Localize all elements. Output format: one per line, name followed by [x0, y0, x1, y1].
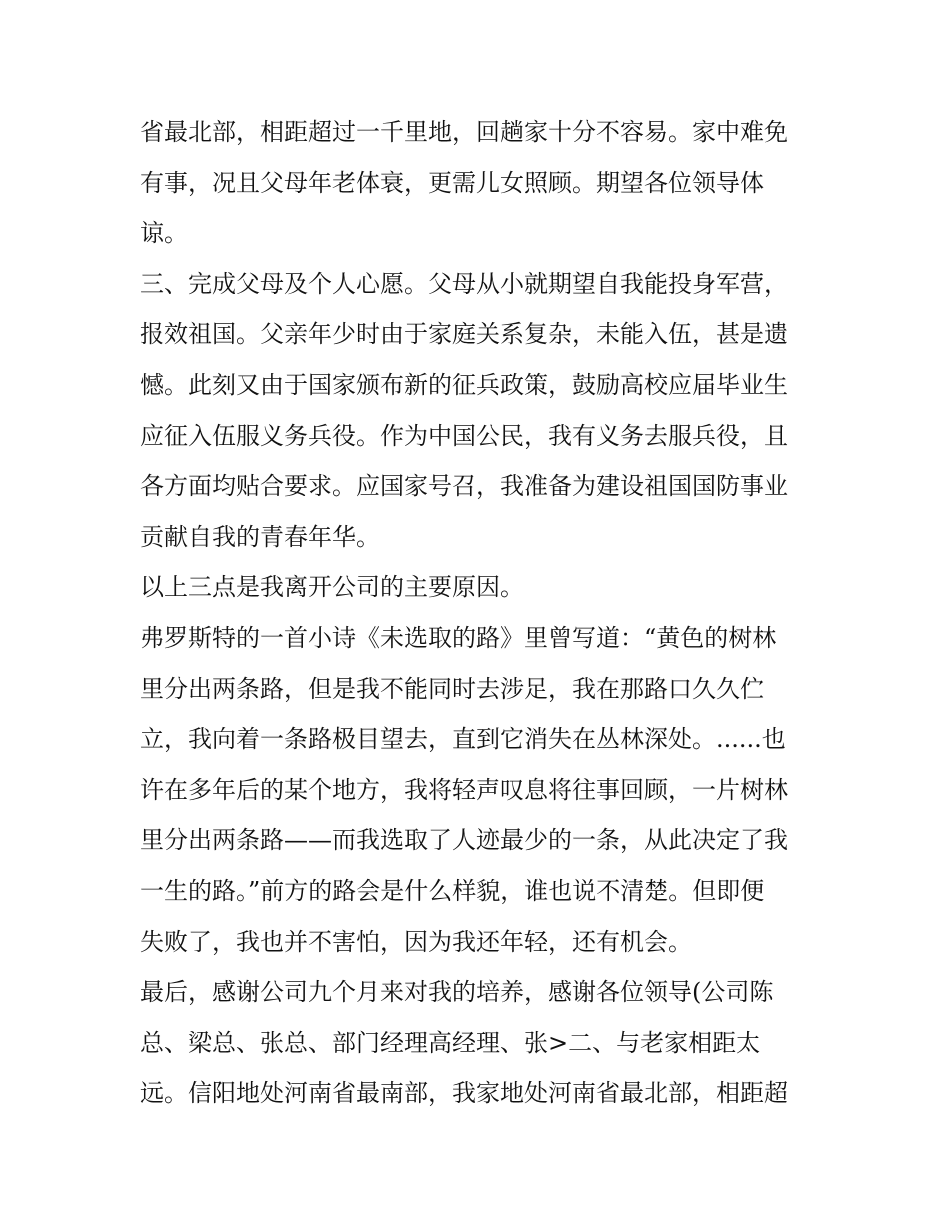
text-line: 里分出两条路，但是我不能同时去涉足，我在那路口久久伫 [140, 674, 764, 703]
text-line: 失败了，我也并不害怕，因为我还年轻，还有机会。 [140, 927, 692, 956]
text-line: 报效祖国。父亲年少时由于家庭关系复杂，未能入伍，甚是遗 [140, 320, 788, 349]
text-line: 省最北部，相距超过一千里地，回趟家十分不容易。家中难免 [140, 118, 788, 146]
text-line: 里分出两条路——而我选取了人迹最少的一条，从此决定了我 [140, 826, 788, 855]
text-line: 许在多年后的某个地方，我将轻声叹息将往事回顾，一片树林 [140, 775, 788, 804]
text-line: 有事，况且父母年老体衰，更需儿女照顾。期望各位领导体 [140, 168, 764, 197]
text-line: 最后，感谢公司九个月来对我的培养，感谢各位领导(公司陈 [140, 978, 774, 1007]
text-line: 应征入伍服义务兵役。作为中国公民，我有义务去服兵役，且 [140, 421, 788, 450]
text-line: 远。信阳地处河南省最南部，我家地处河南省最北部，相距超 [140, 1079, 788, 1108]
text-line: 各方面均贴合要求。应国家号召，我准备为建设祖国国防事业 [140, 472, 788, 501]
text-line: 一生的路。”前方的路会是什么样貌，谁也说不清楚。但即便 [140, 876, 765, 905]
text-line: 以上三点是我离开公司的主要原因。 [140, 573, 524, 602]
text-line: 憾。此刻又由于国家颁布新的征兵政策，鼓励高校应届毕业生 [140, 370, 788, 399]
text-line: 谅。 [140, 219, 188, 248]
document-body [140, 107, 830, 1119]
text-line: 三、完成父母及个人心愿。父母从小就期望自我能投身军营， [140, 269, 788, 298]
text-line: 贡献自我的青春年华。 [140, 522, 380, 551]
text-line: 立，我向着一条路极目望去，直到它消失在丛林深处。......也 [140, 725, 786, 754]
text-line: 弗罗斯特的一首小诗《未选取的路》里曾写道：“黄色的树林 [140, 623, 777, 652]
text-line: 总、梁总、张总、部门经理高经理、张>二、与老家相距太 [140, 1028, 761, 1057]
